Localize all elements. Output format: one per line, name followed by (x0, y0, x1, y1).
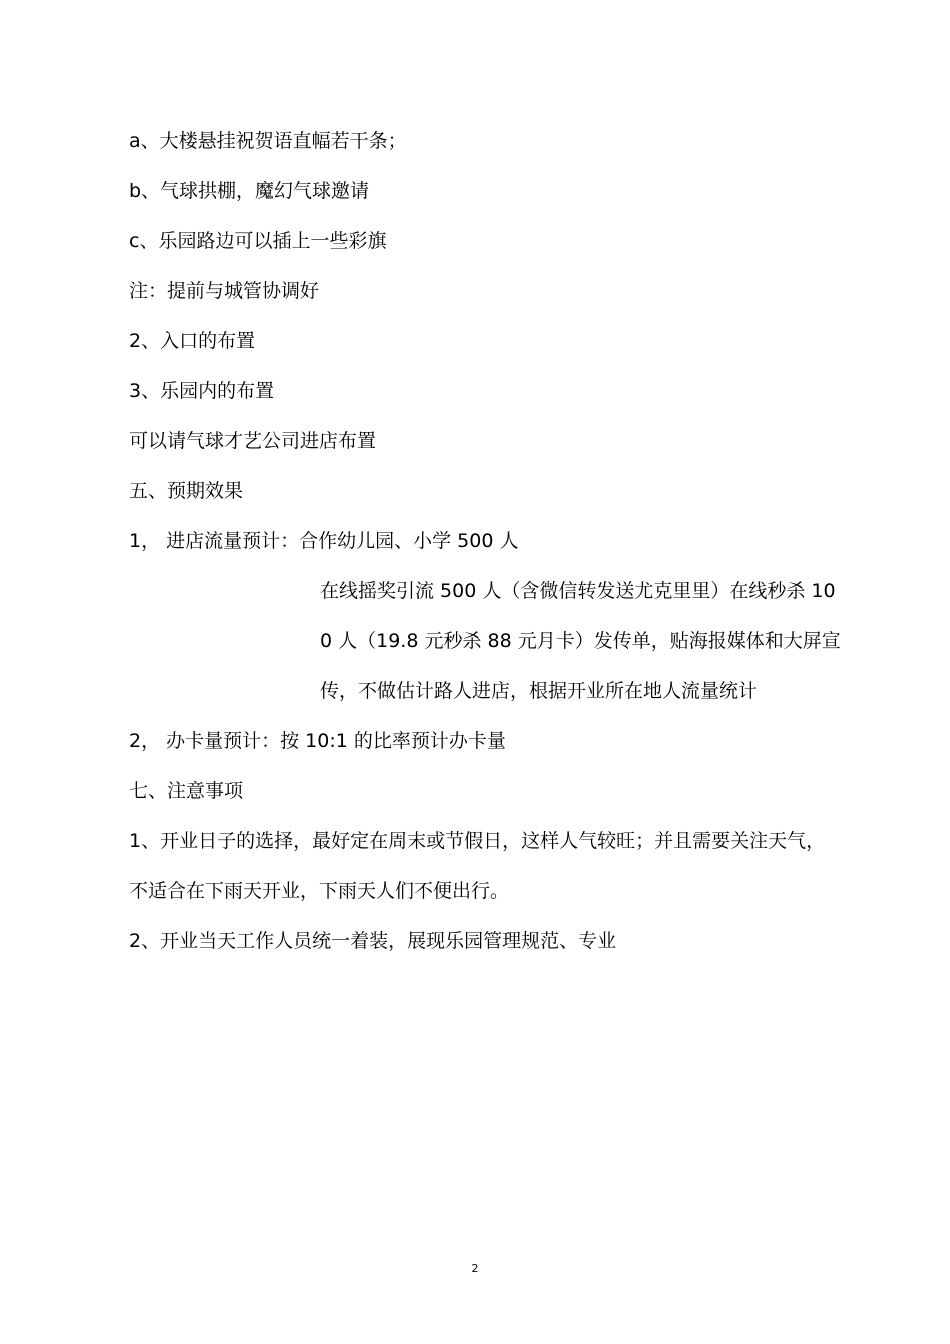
text-line: 1、开业日子的选择，最好定在周末或节假日，这样人气较旺；并且需要关注天气， (129, 830, 826, 852)
text-line: 在线摇奖引流 500 人（含微信转发送尤克里里）在线秒杀 10 (320, 580, 836, 602)
text-line: 2、开业当天工作人员统一着装，展现乐园管理规范、专业 (129, 930, 617, 952)
text-line: c、乐园路边可以插上一些彩旗 (129, 230, 387, 252)
text-line: 3、乐园内的布置 (129, 380, 275, 402)
text-line: 1， 进店流量预计：合作幼儿园、小学 500 人 (129, 530, 519, 552)
text-line: 2， 办卡量预计：按 10:1 的比率预计办卡量 (129, 730, 506, 752)
text-line: a、大楼悬挂祝贺语直幅若干条； (129, 130, 407, 152)
page-number: 2 (471, 1262, 479, 1275)
section-heading: 七、注意事项 (129, 780, 244, 802)
text-line: b、气球拱棚，魔幻气球邀请 (129, 180, 370, 202)
section-heading: 五、预期效果 (129, 480, 244, 502)
text-line: 可以请气球才艺公司进店布置 (129, 430, 377, 452)
text-line: 0 人（19.8 元秒杀 88 元月卡）发传单，贴海报媒体和大屏宣 (320, 630, 841, 652)
text-line: 2、入口的布置 (129, 330, 256, 352)
text-line: 不适合在下雨天开业，下雨天人们不便出行。 (129, 880, 510, 902)
text-line: 传，不做估计路人进店，根据开业所在地人流量统计 (320, 680, 758, 702)
text-line: 注：提前与城管协调好 (129, 280, 320, 302)
